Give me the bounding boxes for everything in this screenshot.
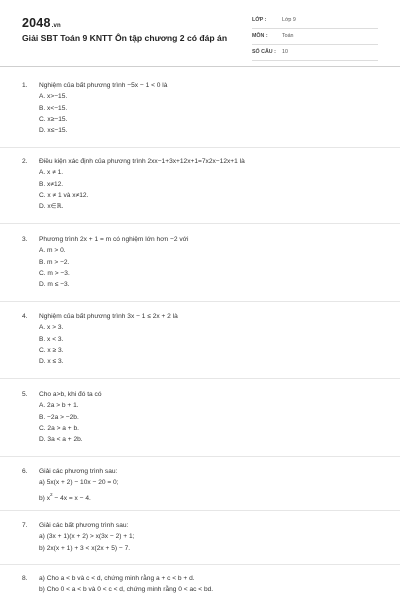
sub-question-part: b) x (39, 494, 50, 502)
meta-label: MÔN : (252, 33, 268, 39)
meta-value: 10 (282, 49, 288, 55)
question-4 (22, 311, 390, 367)
question-divider (0, 301, 400, 302)
question-number: 1. (22, 82, 28, 89)
sub-question (22, 489, 390, 504)
answer-option: C. x≥−15. (39, 115, 68, 123)
answer-option: B. m > −2. (39, 258, 70, 266)
header-divider (0, 66, 400, 67)
answer-option: B. x < 3. (39, 335, 64, 343)
answer-option: D. x∈ℝ. (39, 203, 64, 211)
logo-text: 2048 (22, 16, 51, 30)
answer-option: B. x<−15. (39, 104, 68, 112)
question-number: 6. (22, 468, 28, 475)
answer-option: A. x > 3. (39, 324, 64, 332)
meta-label: SỐ CÂU : (252, 49, 276, 55)
question-text: Giải các phương trình sau: (39, 468, 118, 475)
answer-option: D. 3a < a + 2b. (39, 436, 83, 444)
question-number: 3. (22, 236, 28, 243)
meta-value: Lớp 9 (282, 17, 296, 23)
meta-value: Toán (282, 33, 294, 39)
meta-row-subject (252, 29, 378, 45)
answer-option: B. x≠12. (39, 180, 64, 188)
meta-label: LỚP : (252, 17, 267, 23)
question-divider (0, 223, 400, 224)
question-divider (0, 456, 400, 457)
site-logo[interactable] (22, 16, 61, 30)
answer-option: D. x≤−15. (39, 127, 68, 135)
answer-option: D. m ≤ −3. (39, 281, 70, 289)
question-number: 2. (22, 158, 28, 165)
sub-question-part: − 4x = x − 4. (52, 494, 91, 502)
sub-question: a) (3x + 1)(x + 2) > x(3x − 2) + 1; (39, 533, 135, 541)
question-2 (22, 156, 390, 212)
question-5 (22, 389, 390, 445)
question-text: a) Cho a < b và c < d, chứng minh rằng a + c < b + d. (39, 575, 195, 582)
question-text: Nghiệm của bất phương trình −5x − 1 < 0 là (39, 82, 168, 89)
question-divider (0, 378, 400, 379)
question-number: 5. (22, 391, 28, 398)
sub-question: b) 2x(x + 1) + 3 < x(2x + 5) − 7. (39, 544, 131, 552)
question-text: Điều kiện xác định của phương trình 2xx−1+3x+12x+1=7x2x−12x+1 là (39, 158, 245, 165)
answer-option: A. x>−15. (39, 93, 68, 101)
answer-option: D. x ≤ 3. (39, 358, 64, 366)
question-text: Giải các bất phương trình sau: (39, 522, 129, 529)
question-divider (0, 147, 400, 148)
question-number: 7. (22, 522, 28, 529)
exponent: 2 (50, 491, 53, 497)
answer-option: A. m > 0. (39, 247, 66, 255)
meta-info (252, 13, 378, 61)
question-text: Cho a>b, khi đó ta có (39, 391, 102, 398)
question-divider (0, 564, 400, 565)
answer-option: C. m > −3. (39, 269, 70, 277)
question-divider (0, 510, 400, 511)
document-title: Giải SBT Toán 9 KNTT Ôn tập chương 2 có đáp án (22, 33, 228, 43)
logo-suffix: .vn (51, 23, 61, 29)
question-1 (22, 80, 390, 136)
question-6 (22, 466, 390, 504)
answer-option: C. x ≠ 1 và x≠12. (39, 191, 89, 199)
answer-option: A. 2a > b + 1. (39, 402, 79, 410)
answer-option: B. −2a > −2b. (39, 413, 79, 421)
question-number: 4. (22, 313, 28, 320)
answer-option: C. x ≥ 3. (39, 346, 64, 354)
question-number: 8. (22, 575, 28, 582)
question-3 (22, 234, 390, 290)
sub-question: b) Cho 0 < a < b và 0 < c < d, chứng minh rằng 0 < ac < bd. (39, 586, 214, 594)
question-8 (22, 573, 390, 596)
question-text: Nghiệm của bất phương trình 3x − 1 ≤ 2x + 2 là (39, 313, 178, 320)
question-7 (22, 520, 390, 554)
answer-option: A. x ≠ 1. (39, 169, 64, 177)
sub-question: a) 5x(x + 2) − 10x − 20 = 0; (39, 479, 119, 487)
meta-row-count (252, 45, 378, 61)
answer-option: C. 2a > a + b. (39, 424, 79, 432)
document-header (0, 0, 400, 68)
question-text: Phương trình 2x + 1 = m có nghiệm lớn hơn −2 với (39, 236, 189, 243)
meta-row-class (252, 13, 378, 29)
